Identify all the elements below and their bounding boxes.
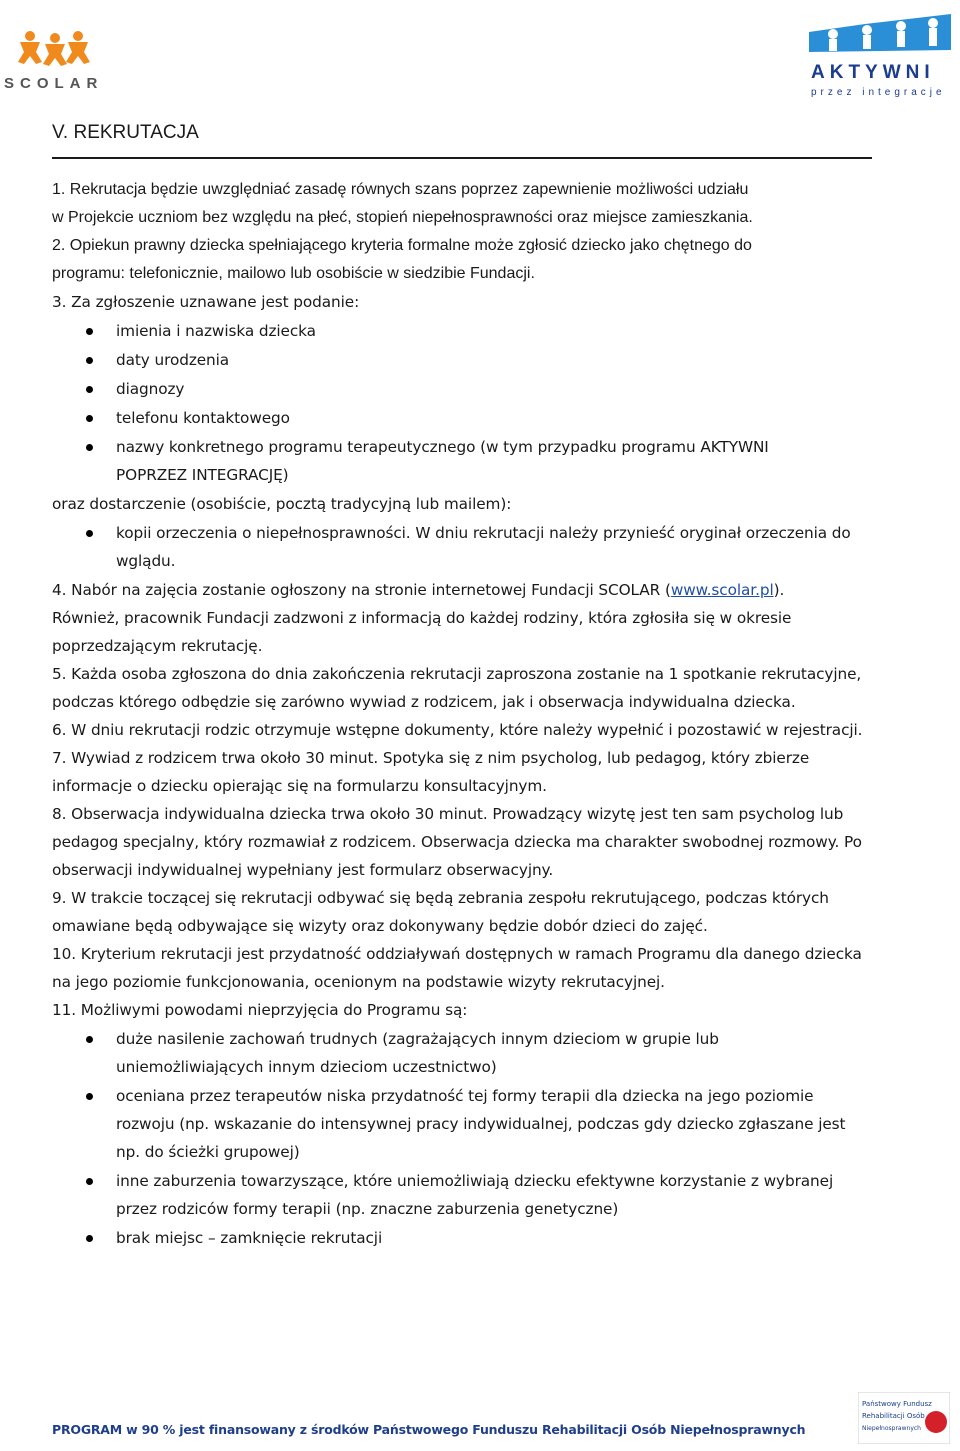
item-5: 5. Każda osoba zgłoszona do dnia zakończenia rekrutacji zaproszona zostanie na 1 spotkanie rekrutacyjne, podczas którego odbędzie się zarówno wywiad z rodzicem, jak i obserwacja indywidualna dziecka. [52,665,862,711]
item-3-continuation: oraz dostarczenie (osobiście, pocztą tradycyjną lub mailem): [52,495,512,513]
recruitment-content [52,176,882,1253]
list-item: telefonu kontaktowego [52,404,882,432]
item-8: 8. Obserwacja indywidualna dziecka trwa około 30 minut. Prowadzący wizytę jest ten sam psycholog lub pedagog specjalny, który rozmawiał z rodzicem. Obserwacja dziecka ma charakter swobodnej rozmowy. Po obserwacji indywidualnej wypełniany jest formularz obserwacyjny. [52,805,862,879]
scolar-website-link[interactable]: www.scolar.pl [670,581,774,599]
list-item: duże nasilenie zachowań trudnych (zagrażających innym dzieciom w grupie lub uniemożliwiających innym dzieciom uczestnictwo) [52,1025,882,1081]
pfron-logo-line-3: Niepełnosprawnych [862,1425,921,1432]
item-2-line-2: programu: telefonicznie, mailowo lub osobiście w siedzibie Fundacji. [52,265,535,282]
list-item: oceniana przez terapeutów niska przydatność tej formy terapii dla dziecka na jego poziomie rozwoju (np. wskazanie do intensywnej pracy indywidualnej, podczas gdy dziecko zgłaszane jest np. do ścieżki grupowej) [52,1082,882,1166]
scolar-logo [0,28,112,96]
aktywni-logo-text: AKTYWNI [811,62,935,83]
item-6: 6. W dniu rekrutacji rodzic otrzymuje wstępne dokumenty, które należy wypełnić i pozostawić w rejestracji. [52,721,863,739]
section-heading: V. REKRUTACJA [52,122,199,143]
item-2-line-1: 2. Opiekun prawny dziecka spełniającego kryteria formalne może zgłosić dziecko jako chętnego do [52,237,752,254]
item-4-continuation: Również, pracownik Fundacji zadzwoni z informacją do każdej rodziny, która zgłosiła się w okresie poprzedzającym rekrutację. [52,609,792,655]
item-4-text: 4. Nabór na zajęcia zostanie ogłoszony na stronie internetowej Fundacji SCOLAR ( [52,581,671,599]
list-item: diagnozy [52,375,882,403]
scolar-logo-text: SCOLAR [4,75,104,92]
list-item: brak miejsc – zamknięcie rekrutacji [52,1224,882,1252]
item-10: 10. Kryterium rekrutacji jest przydatność oddziaływań dostępnych w ramach Programu dla danego dziecka na jego poziomie funkcjonowania, ocenionym na podstawie wizyty rekrutacyjnej. [52,945,862,991]
documents-list [52,519,882,575]
item-4-end: ). [773,581,785,599]
aktywni-tagline: przez integracje [811,87,946,98]
list-item: imienia i nazwiska dziecka [52,317,882,345]
application-list [52,317,882,489]
item-9: 9. W trakcie toczącej się rekrutacji odbywać się będą zebrania zespołu rekrutującego, podczas których omawiane będą odbywające się wizyty oraz dokonywany będzie dobór dzieci do zajęć. [52,889,829,935]
item-1-line-1: 1. Rekrutacja będzie uwzględniać zasadę równych szans poprzez zapewnienie możliwości udziału [52,181,749,198]
funding-footer: PROGRAM w 90 % jest finansowany z środków Państwowego Funduszu Rehabilitacji Osób Niepełnosprawnych [52,1422,806,1437]
list-item: nazwy konkretnego programu terapeutycznego (w tym przypadku programu AKTYWNI POPRZEZ INTEGRACJĘ) [52,433,882,489]
item-7: 7. Wywiad z rodzicem trwa około 30 minut. Spotyka się z nim psycholog, lub pedagog, który zbierze informacje o dziecku opierając się na formularzu konsultacyjnym. [52,749,810,795]
aktywni-logo [805,10,955,100]
item-4 [52,576,882,604]
list-item: kopii orzeczenia o niepełnosprawności. W dniu rekrutacji należy przynieść oryginał orzeczenia do wglądu. [52,519,882,575]
pfron-logo [858,1392,950,1444]
pfron-logo-line-1: Państwowy Fundusz [862,1400,932,1408]
list-item: inne zaburzenia towarzyszące, które uniemożliwiają dziecku efektywne korzystanie z wybranej przez rodziców formy terapii (np. znaczne zaburzenia genetyczne) [52,1167,882,1223]
item-1-line-2: w Projekcie uczniom bez względu na płeć, stopień niepełnosprawności oraz miejsce zamieszkania. [52,209,753,226]
list-item: daty urodzenia [52,346,882,374]
heading-underline [52,157,872,159]
item-11: 11. Możliwymi powodami nieprzyjęcia do Programu są: [52,1001,468,1019]
rejection-reasons-list [52,1025,882,1252]
item-3: 3. Za zgłoszenie uznawane jest podanie: [52,293,360,311]
pfron-logo-line-2: Rehabilitacji Osób [862,1412,925,1420]
